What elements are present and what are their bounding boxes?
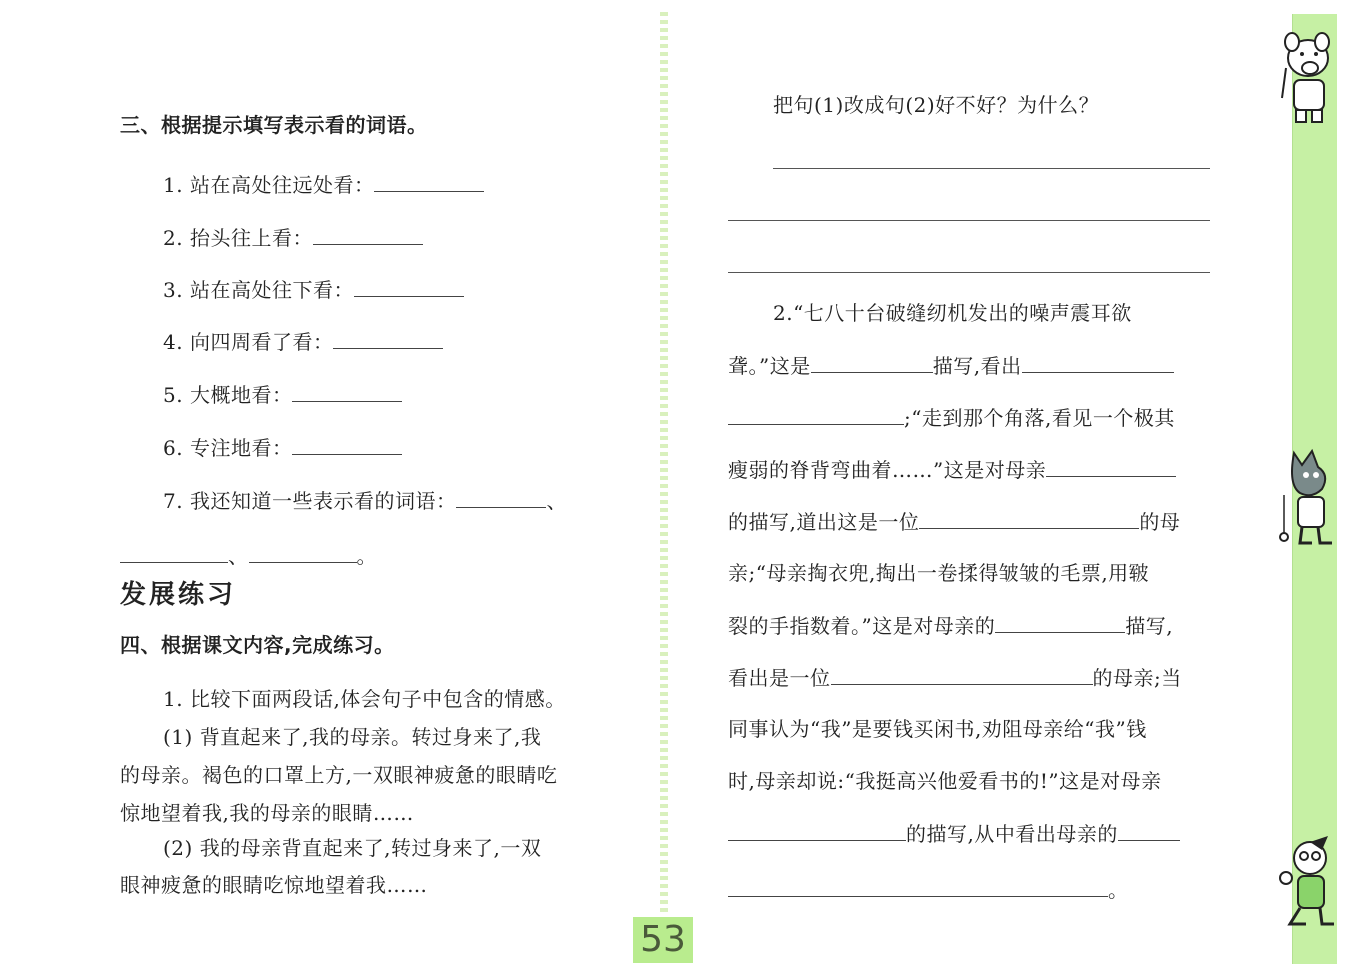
item-7: 7. 我还知道一些表示看的词语： 、 xyxy=(163,489,567,513)
answer-blank[interactable] xyxy=(1022,352,1174,373)
answer-blank[interactable] xyxy=(995,612,1125,633)
q2-line-5: 的描写,道出这是一位 的母 xyxy=(728,510,1181,534)
item-6: 6. 专注地看： xyxy=(163,434,402,461)
paragraph-2-line: 眼神疲惫的眼睛吃惊地望着我…… xyxy=(120,873,428,897)
q2-line-9: 同事认为“我”是要钱买闲书,劝阻母亲给“我”钱 xyxy=(728,717,1147,741)
answer-blank[interactable] xyxy=(249,542,357,563)
q2-line-2: 聋。”这是 描写,看出 xyxy=(728,352,1174,379)
paragraph-1-line: 的母亲。褐色的口罩上方,一双眼神疲惫的眼睛吃 xyxy=(120,763,558,787)
answer-blank[interactable] xyxy=(456,487,546,508)
pig-character-illustration xyxy=(1272,28,1338,128)
answer-blank[interactable] xyxy=(292,434,402,455)
answer-line[interactable] xyxy=(728,272,1210,273)
section-4-heading: 四、根据课文内容,完成练习。 xyxy=(120,633,395,657)
answer-blank[interactable] xyxy=(333,328,443,349)
wolf-character-illustration xyxy=(1272,445,1338,550)
answer-blank[interactable] xyxy=(728,404,904,425)
answer-blank[interactable] xyxy=(919,508,1139,529)
dog-character-illustration xyxy=(1270,832,1338,932)
q2-line-6: 亲;“母亲掏衣兜,掏出一卷揉得皱皱的毛票,用皲 xyxy=(728,561,1150,585)
item-5: 5. 大概地看： xyxy=(163,381,402,408)
answer-blank[interactable] xyxy=(728,820,906,841)
answer-line[interactable] xyxy=(773,168,1210,169)
answer-blank[interactable] xyxy=(1118,820,1180,841)
answer-blank[interactable] xyxy=(313,224,423,245)
q2-line-1: 2.“七八十台破缝纫机发出的噪声震耳欲 xyxy=(773,301,1132,325)
q2-line-11: 的描写,从中看出母亲的 xyxy=(728,820,1180,847)
question-1: 1. 比较下面两段话,体会句子中包含的情感。 xyxy=(163,687,566,711)
answer-blank[interactable] xyxy=(831,664,1093,685)
paragraph-2-line: (2) 我的母亲背直起来了,转过身来了,一双 xyxy=(163,836,542,860)
item-4: 4. 向四周看了看： xyxy=(163,328,443,355)
q2-line-4: 瘦弱的脊背弯曲着……”这是对母亲 xyxy=(728,456,1176,483)
item-1: 1. 站在高处往远处看： xyxy=(163,171,484,198)
answer-line[interactable] xyxy=(728,220,1210,221)
q2-line-7: 裂的手指数着。”这是对母亲的 描写, xyxy=(728,614,1174,638)
q2-line-10: 时,母亲却说:“我挺高兴他爱看书的!”这是对母亲 xyxy=(728,769,1162,793)
page-number: 53 xyxy=(633,917,693,963)
page-divider xyxy=(660,12,668,912)
answer-blank[interactable] xyxy=(354,276,464,297)
paragraph-1-line: (1) 背直起来了,我的母亲。转过身来了,我 xyxy=(163,725,542,749)
item-3: 3. 站在高处往下看： xyxy=(163,276,464,303)
q2-line-3: ;“走到那个角落,看见一个极其 xyxy=(728,404,1175,431)
item-7-continued: 、 。 xyxy=(120,542,377,569)
section-3-heading: 三、根据提示填写表示看的词语。 xyxy=(120,113,428,137)
rewrite-question: 把句(1)改成句(2)好不好？为什么？ xyxy=(773,93,1100,117)
q2-line-12: 。 xyxy=(728,876,1129,903)
answer-blank[interactable] xyxy=(120,542,228,563)
answer-blank[interactable] xyxy=(292,381,402,402)
development-exercises-title: 发展练习 xyxy=(120,580,237,610)
paragraph-1-line: 惊地望着我,我的母亲的眼睛…… xyxy=(120,801,414,825)
q2-line-8: 看出是一位 的母亲;当 xyxy=(728,666,1182,690)
answer-blank[interactable] xyxy=(374,171,484,192)
answer-blank[interactable] xyxy=(728,876,1108,897)
item-2: 2. 抬头往上看： xyxy=(163,224,423,251)
answer-blank[interactable] xyxy=(1046,456,1176,477)
answer-blank[interactable] xyxy=(811,352,933,373)
